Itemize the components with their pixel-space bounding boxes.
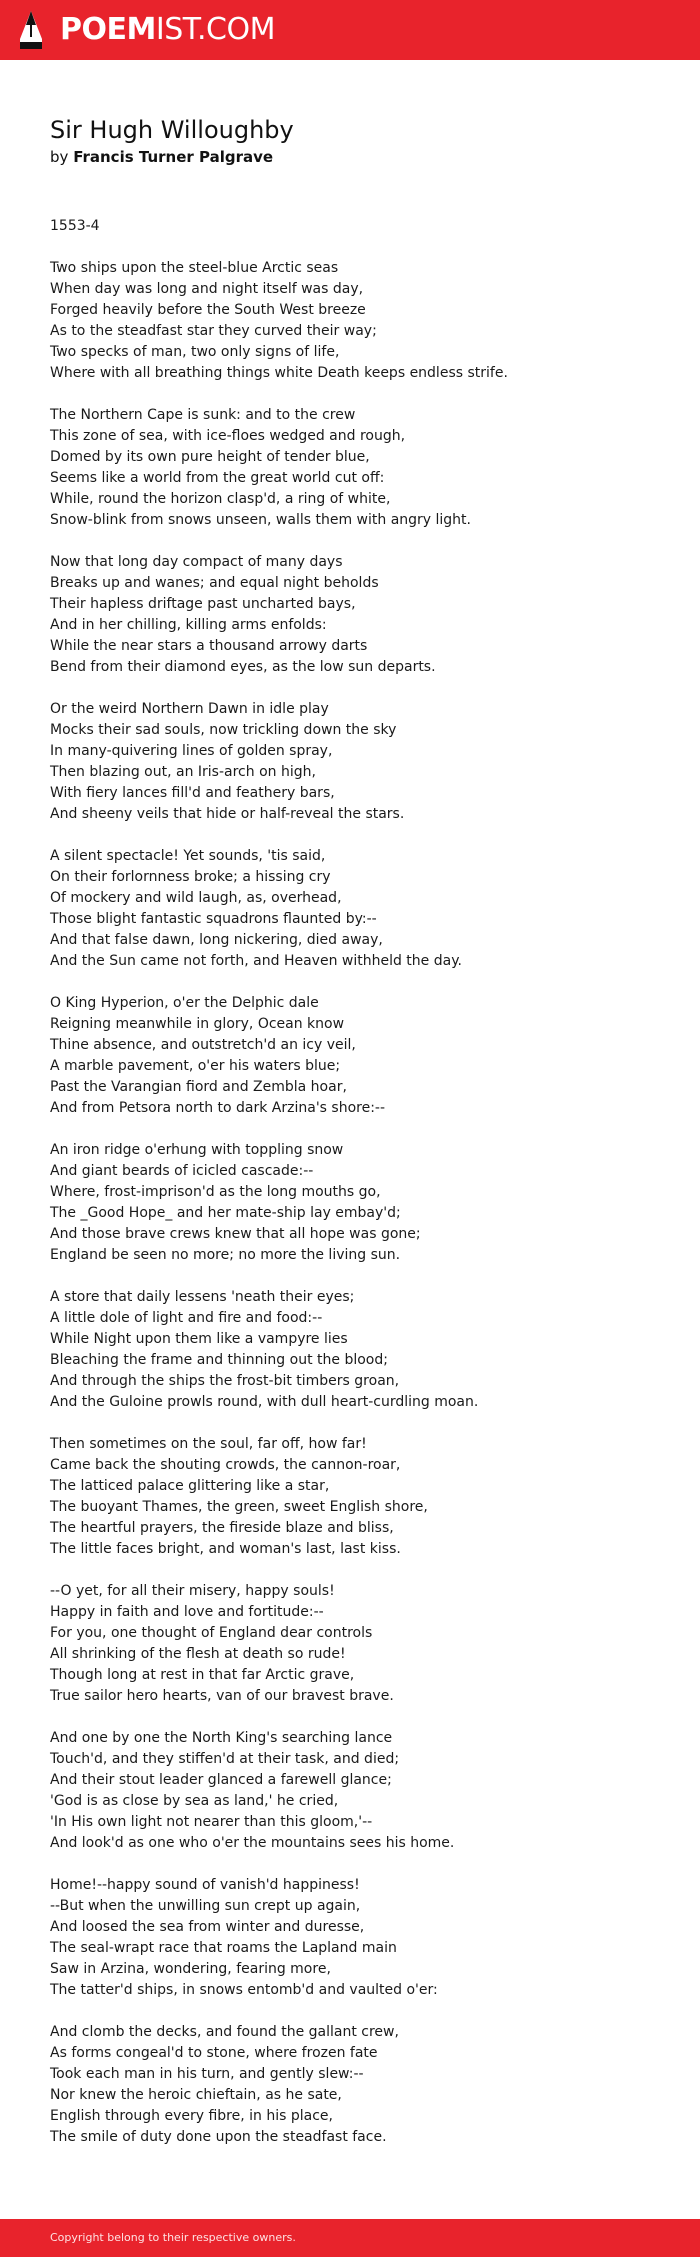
- byline: [50, 146, 660, 168]
- poem-line: Bend from their diamond eyes, as the low sun departs.: [50, 659, 436, 675]
- poem-line: Now that long day compact of many days: [50, 554, 343, 570]
- poem-line: Reigning meanwhile in glory, Ocean know: [50, 1016, 345, 1032]
- poem-line: Their hapless driftage past uncharted bays,: [50, 596, 356, 612]
- poem-line: While, round the horizon clasp'd, a ring of white,: [50, 491, 391, 507]
- stanza: [50, 846, 660, 972]
- poem-line: 'God is as close by sea as land,' he cried,: [50, 1793, 339, 1809]
- stanza: [50, 258, 660, 384]
- poem-line: Forged heavily before the South West breeze: [50, 302, 366, 318]
- poem-line: --But when the unwilling sun crept up again,: [50, 1898, 361, 1914]
- poem-line: And loosed the sea from winter and duresse,: [50, 1919, 365, 1935]
- poem-line: And look'd as one who o'er the mountains sees his home.: [50, 1835, 455, 1851]
- poem-line: And the Guloine prowls round, with dull heart-curdling moan.: [50, 1394, 479, 1410]
- poem-line: And their stout leader glanced a farewell glance;: [50, 1772, 392, 1788]
- site-logo[interactable]: [60, 8, 275, 52]
- poem-line: While Night upon them like a vampyre lies: [50, 1331, 348, 1347]
- poem-line: In many-quivering lines of golden spray,: [50, 743, 333, 759]
- poem-line: Took each man in his turn, and gently slew:--: [50, 2066, 364, 2082]
- poem-line: The seal-wrapt race that roams the Lapland main: [50, 1940, 397, 1956]
- poem-line: All shrinking of the flesh at death so rude!: [50, 1646, 346, 1662]
- stanza: [50, 2022, 660, 2148]
- poem-line: And giant beards of icicled cascade:--: [50, 1163, 314, 1179]
- poem-line: English through every fibre, in his place,: [50, 2108, 333, 2124]
- stanza: [50, 993, 660, 1119]
- poem-line: This zone of sea, with ice-floes wedged and rough,: [50, 428, 406, 444]
- poem-line: For you, one thought of England dear controls: [50, 1625, 373, 1641]
- poem-line: The _Good Hope_ and her mate-ship lay embay'd;: [50, 1205, 401, 1221]
- stanza: [50, 1581, 660, 1707]
- poem-line: And clomb the decks, and found the gallant crew,: [50, 2024, 399, 2040]
- poem-line: --O yet, for all their misery, happy souls!: [50, 1583, 335, 1599]
- poem-line: Breaks up and wanes; and equal night beholds: [50, 575, 379, 591]
- poem-line: The little faces bright, and woman's last, last kiss.: [50, 1541, 401, 1557]
- poem-line: Snow-blink from snows unseen, walls them with angry light.: [50, 512, 471, 528]
- poem-line: Where, frost-imprison'd as the long mouths go,: [50, 1184, 381, 1200]
- poem-line: 'In His own light not nearer than this gloom,'--: [50, 1814, 373, 1830]
- stanza: [50, 1287, 660, 1413]
- poem-line: The tatter'd ships, in snows entomb'd and vaulted o'er:: [50, 1982, 438, 1998]
- poem-line: Those blight fantastic squadrons flaunted by:--: [50, 911, 377, 927]
- poem-line: Seems like a world from the great world cut off:: [50, 470, 385, 486]
- poem-content: [50, 114, 660, 2169]
- poem-line: The buoyant Thames, the green, sweet English shore,: [50, 1499, 428, 1515]
- poem-line: On their forlornness broke; a hissing cry: [50, 869, 331, 885]
- stanza: [50, 1140, 660, 1266]
- site-footer: [0, 2219, 700, 2257]
- logo-text-light: IST.COM: [155, 12, 275, 47]
- stanza: [50, 699, 660, 825]
- poem-line: Or the weird Northern Dawn in idle play: [50, 701, 329, 717]
- poem-line: Then sometimes on the soul, far off, how far!: [50, 1436, 367, 1452]
- poem-line: Nor knew the heroic chieftain, as he sate,: [50, 2087, 342, 2103]
- author-name[interactable]: Francis Turner Palgrave: [73, 148, 274, 166]
- poem-line: Domed by its own pure height of tender blue,: [50, 449, 370, 465]
- poem-line: As forms congeal'd to stone, where frozen fate: [50, 2045, 378, 2061]
- site-header: [0, 0, 700, 60]
- poem-line: Two ships upon the steel-blue Arctic seas: [50, 260, 339, 276]
- poem-line: Touch'd, and they stiffen'd at their task, and died;: [50, 1751, 400, 1767]
- poem-line: And that false dawn, long nickering, died away,: [50, 932, 383, 948]
- poem-line: And sheeny veils that hide or half-reveal the stars.: [50, 806, 405, 822]
- poem-line: While the near stars a thousand arrowy darts: [50, 638, 368, 654]
- poem-line: Of mockery and wild laugh, as, overhead,: [50, 890, 342, 906]
- poem-line: True sailor hero hearts, van of our bravest brave.: [50, 1688, 394, 1704]
- stanza: [50, 1728, 660, 1854]
- poem-line: Came back the shouting crowds, the cannon-roar,: [50, 1457, 401, 1473]
- poem-line: The Northern Cape is sunk: and to the crew: [50, 407, 356, 423]
- poem-line: Where with all breathing things white Death keeps endless strife.: [50, 365, 508, 381]
- poem-line: England be seen no more; no more the living sun.: [50, 1247, 401, 1263]
- poem-line: The smile of duty done upon the steadfast face.: [50, 2129, 387, 2145]
- poem-line: Bleaching the frame and thinning out the blood;: [50, 1352, 388, 1368]
- poem-line: Thine absence, and outstretch'd an icy veil,: [50, 1037, 356, 1053]
- poem-line: With fiery lances fill'd and feathery bars,: [50, 785, 335, 801]
- logo-text-bold: POEM: [60, 12, 156, 47]
- stanza: [50, 216, 660, 237]
- by-label: by: [50, 148, 69, 166]
- poem-body: [50, 216, 660, 2148]
- poem-title: Sir Hugh Willoughby: [50, 116, 294, 144]
- poem-line: The heartful prayers, the fireside blaze and bliss,: [50, 1520, 394, 1536]
- stanza: [50, 405, 660, 531]
- poem-line: Past the Varangian fiord and Zembla hoar,: [50, 1079, 347, 1095]
- poem-line: Two specks of man, two only signs of life,: [50, 344, 340, 360]
- stanza: [50, 1875, 660, 2001]
- poem-line: And through the ships the frost-bit timbers groan,: [50, 1373, 400, 1389]
- pen-nib-icon[interactable]: [18, 9, 44, 51]
- copyright-notice: Copyright belong to their respective owners.: [50, 2231, 296, 2244]
- poem-line: Happy in faith and love and fortitude:--: [50, 1604, 324, 1620]
- poem-line: When day was long and night itself was day,: [50, 281, 364, 297]
- poem-line: A little dole of light and fire and food:--: [50, 1310, 323, 1326]
- poem-line: O King Hyperion, o'er the Delphic dale: [50, 995, 319, 1011]
- poem-line: And from Petsora north to dark Arzina's shore:--: [50, 1100, 386, 1116]
- poem-line: Home!--happy sound of vanish'd happiness!: [50, 1877, 360, 1893]
- poem-line: Saw in Arzina, wondering, fearing more,: [50, 1961, 331, 1977]
- stanza: [50, 1434, 660, 1560]
- poem-line: A marble pavement, o'er his waters blue;: [50, 1058, 341, 1074]
- poem-line: And the Sun came not forth, and Heaven withheld the day.: [50, 953, 462, 969]
- poem-line: 1553-4: [50, 218, 100, 234]
- poem-line: And in her chilling, killing arms enfolds:: [50, 617, 327, 633]
- poem-line: The latticed palace glittering like a star,: [50, 1478, 330, 1494]
- poem-line: Though long at rest in that far Arctic grave,: [50, 1667, 355, 1683]
- poem-line: Mocks their sad souls, now trickling down the sky: [50, 722, 397, 738]
- poem-line: An iron ridge o'erhung with toppling snow: [50, 1142, 344, 1158]
- poem-line: A silent spectacle! Yet sounds, 'tis said,: [50, 848, 326, 864]
- poem-line: Then blazing out, an Iris-arch on high,: [50, 764, 316, 780]
- stanza: [50, 552, 660, 678]
- poem-line: As to the steadfast star they curved their way;: [50, 323, 377, 339]
- poem-line: And those brave crews knew that all hope was gone;: [50, 1226, 421, 1242]
- poem-line: And one by one the North King's searching lance: [50, 1730, 393, 1746]
- poem-line: A store that daily lessens 'neath their eyes;: [50, 1289, 355, 1305]
